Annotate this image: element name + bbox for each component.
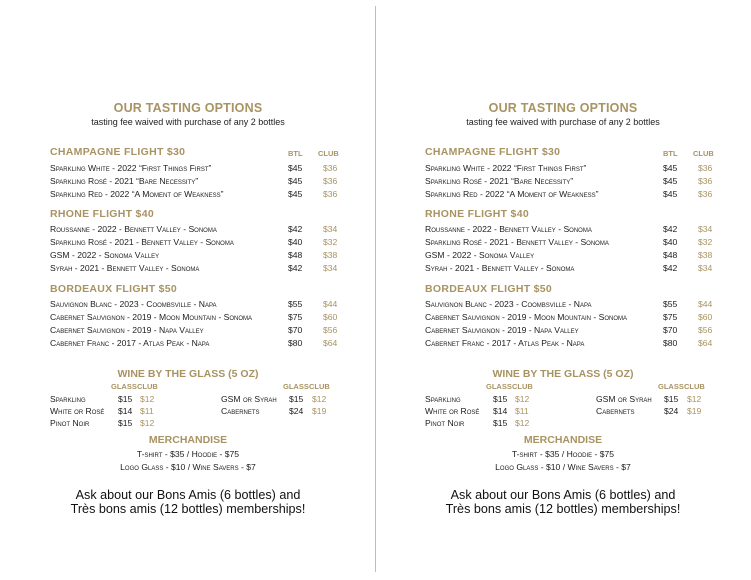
club-price: $56 <box>698 325 713 335</box>
wine-name: GSM - 2022 - Sonoma Valley <box>425 250 535 260</box>
merchandise-line: T-shirt - $35 / Hoodie - $75 <box>511 449 615 459</box>
merchandise-line: Logo Glass - $10 / Wine Savers - $7 <box>495 462 631 472</box>
bottle-price: $45 <box>288 189 303 199</box>
club-price: $32 <box>698 237 713 247</box>
wine-name: Sparkling White - 2022 “First Things First” <box>425 163 587 173</box>
glass-club-price: $12 <box>140 418 155 428</box>
wine-row <box>425 311 713 323</box>
glass-club-price: $12 <box>687 394 702 404</box>
wine-name: Sparkling Rosé - 2021 - Bennett Valley - Sonoma <box>425 237 609 247</box>
bottle-price: $40 <box>288 237 303 247</box>
club-header: CLUB <box>684 382 705 391</box>
wine-by-glass-title: WINE BY THE GLASS (5 OZ) <box>492 368 634 380</box>
bottle-price: $75 <box>288 312 303 322</box>
glass-club-price: $19 <box>687 406 702 416</box>
wine-name: Syrah - 2021 - Bennett Valley - Sonoma <box>425 263 575 273</box>
glass-wine-name: Cabernets <box>596 406 635 416</box>
glass-header: GLASS <box>111 382 137 391</box>
club-price: $36 <box>323 163 338 173</box>
wine-row <box>425 223 713 235</box>
btl-header: BTL <box>663 149 678 158</box>
club-price: $34 <box>698 263 713 273</box>
flight-title-champagne: CHAMPAGNE FLIGHT $30 <box>50 146 186 158</box>
club-price: $36 <box>698 189 713 199</box>
glass-wine-name: White or Rosé <box>50 406 105 416</box>
club-price: $38 <box>698 250 713 260</box>
wine-name: Sauvignon Blanc - 2023 - Coombsville - Napa <box>50 299 217 309</box>
glass-club-price: $11 <box>515 406 529 416</box>
bottle-price: $45 <box>663 176 678 186</box>
bottle-price: $80 <box>663 338 678 348</box>
glass-price: $24 <box>664 406 679 416</box>
wine-name: Cabernet Franc - 2017 - Atlas Peak - Napa <box>50 338 210 348</box>
flight-title-bordeaux: BORDEAUX FLIGHT $50 <box>50 283 178 295</box>
wine-row <box>50 175 338 187</box>
page-subtitle: tasting fee waived with purchase of any 2 bottles <box>466 117 660 127</box>
glass-club-price: $12 <box>312 394 327 404</box>
club-price: $36 <box>698 163 713 173</box>
glass-row <box>50 405 180 417</box>
membership-line: Très bons amis (12 bottles) memberships! <box>445 502 681 516</box>
club-header: CLUB <box>693 149 714 158</box>
glass-row <box>596 393 726 405</box>
club-price: $60 <box>698 312 713 322</box>
glass-row <box>425 405 555 417</box>
wine-row <box>425 337 713 349</box>
wine-row <box>50 311 338 323</box>
wine-row <box>50 298 338 310</box>
club-price: $38 <box>323 250 338 260</box>
wine-row <box>425 188 713 200</box>
wine-name: Sparkling Red - 2022 “A Moment of Weakness” <box>425 189 599 199</box>
flight-title-rhone: RHONE FLIGHT $40 <box>425 208 529 220</box>
wine-name: Cabernet Sauvignon - 2019 - Napa Valley <box>425 325 579 335</box>
bottle-price: $80 <box>288 338 303 348</box>
bottle-price: $45 <box>288 163 303 173</box>
wine-name: Sparkling White - 2022 “First Things First” <box>50 163 212 173</box>
flight-title-bordeaux: BORDEAUX FLIGHT $50 <box>425 283 553 295</box>
page-title: OUR TASTING OPTIONS <box>113 101 263 115</box>
wine-name: Cabernet Franc - 2017 - Atlas Peak - Napa <box>425 338 585 348</box>
glass-header: GLASS <box>283 382 309 391</box>
flight-title-rhone: RHONE FLIGHT $40 <box>50 208 154 220</box>
membership-note <box>50 488 326 516</box>
wine-name: Syrah - 2021 - Bennett Valley - Sonoma <box>50 263 200 273</box>
club-price: $64 <box>698 338 713 348</box>
wine-by-glass-title: WINE BY THE GLASS (5 OZ) <box>117 368 259 380</box>
wine-name: Cabernet Sauvignon - 2019 - Moon Mountain - Sonoma <box>425 312 628 322</box>
membership-note <box>425 488 701 516</box>
club-header: CLUB <box>309 382 330 391</box>
membership-line: Ask about our Bons Amis (6 bottles) and <box>75 488 301 502</box>
glass-price: $15 <box>493 394 508 404</box>
merchandise-title: MERCHANDISE <box>148 434 228 446</box>
glass-wine-name: Pinot Noir <box>425 418 465 428</box>
glass-club-price: $12 <box>140 394 155 404</box>
glass-price: $14 <box>118 406 133 416</box>
wine-row <box>425 175 713 187</box>
club-price: $60 <box>323 312 338 322</box>
wine-row <box>50 162 338 174</box>
membership-line: Très bons amis (12 bottles) memberships! <box>70 502 306 516</box>
wine-row <box>50 236 338 248</box>
wine-row <box>50 188 338 200</box>
club-price: $56 <box>323 325 338 335</box>
club-price: $34 <box>698 224 713 234</box>
glass-row <box>596 405 726 417</box>
glass-price: $15 <box>289 394 304 404</box>
menu-panel-right <box>425 0 751 580</box>
glass-price: $15 <box>493 418 508 428</box>
club-price: $36 <box>323 189 338 199</box>
glass-price: $15 <box>664 394 679 404</box>
wine-name: Sparkling Rosé - 2021 “Bare Necessity” <box>50 176 199 186</box>
glass-wine-name: Sparkling <box>50 394 86 404</box>
glass-price: $24 <box>289 406 304 416</box>
glass-club-price: $12 <box>515 418 530 428</box>
glass-row <box>221 393 351 405</box>
membership-line: Ask about our Bons Amis (6 bottles) and <box>450 488 676 502</box>
wine-name: Sparkling Rosé - 2021 “Bare Necessity” <box>425 176 574 186</box>
wine-row <box>425 249 713 261</box>
wine-name: Sparkling Rosé - 2021 - Bennett Valley - Sonoma <box>50 237 234 247</box>
bottle-price: $55 <box>288 299 303 309</box>
merchandise-title: MERCHANDISE <box>523 434 603 446</box>
club-price: $64 <box>323 338 338 348</box>
glass-header: GLASS <box>486 382 512 391</box>
glass-club-price: $12 <box>515 394 530 404</box>
merchandise-line: T-shirt - $35 / Hoodie - $75 <box>136 449 240 459</box>
glass-row <box>425 393 555 405</box>
glass-wine-name: Pinot Noir <box>50 418 90 428</box>
glass-row <box>221 405 351 417</box>
bottle-price: $75 <box>663 312 678 322</box>
bottle-price: $40 <box>663 237 678 247</box>
merchandise-line: Logo Glass - $10 / Wine Savers - $7 <box>120 462 256 472</box>
wine-name: Roussanne - 2022 - Bennett Valley - Sonoma <box>425 224 592 234</box>
bottle-price: $45 <box>663 163 678 173</box>
glass-club-price: $11 <box>140 406 154 416</box>
glass-price: $14 <box>493 406 508 416</box>
club-price: $44 <box>323 299 338 309</box>
wine-row <box>50 223 338 235</box>
wine-name: Cabernet Sauvignon - 2019 - Moon Mountain - Sonoma <box>50 312 253 322</box>
wine-name: GSM - 2022 - Sonoma Valley <box>50 250 160 260</box>
glass-price: $15 <box>118 394 133 404</box>
club-header: CLUB <box>318 149 339 158</box>
glass-wine-name: GSM or Syrah <box>596 394 652 404</box>
wine-row <box>50 262 338 274</box>
bottle-price: $48 <box>663 250 678 260</box>
wine-row <box>425 262 713 274</box>
wine-name: Cabernet Sauvignon - 2019 - Napa Valley <box>50 325 204 335</box>
wine-row <box>50 337 338 349</box>
glass-row <box>50 417 180 429</box>
wine-name: Roussanne - 2022 - Bennett Valley - Sonoma <box>50 224 217 234</box>
wine-name: Sauvignon Blanc - 2023 - Coombsville - Napa <box>425 299 592 309</box>
glass-wine-name: Cabernets <box>221 406 260 416</box>
bottle-price: $42 <box>663 224 678 234</box>
glass-row <box>425 417 555 429</box>
bottle-price: $45 <box>663 189 678 199</box>
club-price: $36 <box>698 176 713 186</box>
wine-row <box>425 162 713 174</box>
page-title: OUR TASTING OPTIONS <box>488 101 638 115</box>
club-price: $44 <box>698 299 713 309</box>
club-price: $34 <box>323 224 338 234</box>
flight-title-champagne: CHAMPAGNE FLIGHT $30 <box>425 146 561 158</box>
bottle-price: $48 <box>288 250 303 260</box>
bottle-price: $55 <box>663 299 678 309</box>
page-subtitle: tasting fee waived with purchase of any 2 bottles <box>91 117 285 127</box>
glass-wine-name: GSM or Syrah <box>221 394 277 404</box>
btl-header: BTL <box>288 149 303 158</box>
glass-club-price: $19 <box>312 406 327 416</box>
club-price: $32 <box>323 237 338 247</box>
glass-price: $15 <box>118 418 133 428</box>
glass-row <box>50 393 180 405</box>
bottle-price: $42 <box>288 263 303 273</box>
bottle-price: $70 <box>663 325 678 335</box>
club-header: CLUB <box>512 382 533 391</box>
bottle-price: $42 <box>663 263 678 273</box>
wine-name: Sparkling Red - 2022 “A Moment of Weakness” <box>50 189 224 199</box>
bottle-price: $42 <box>288 224 303 234</box>
wine-row <box>50 249 338 261</box>
bottle-price: $45 <box>288 176 303 186</box>
glass-wine-name: Sparkling <box>425 394 461 404</box>
wine-row <box>425 324 713 336</box>
club-price: $36 <box>323 176 338 186</box>
glass-wine-name: White or Rosé <box>425 406 480 416</box>
bottle-price: $70 <box>288 325 303 335</box>
wine-row <box>50 324 338 336</box>
glass-header: GLASS <box>658 382 684 391</box>
club-price: $34 <box>323 263 338 273</box>
wine-row <box>425 236 713 248</box>
club-header: CLUB <box>137 382 158 391</box>
menu-panel-left <box>50 0 384 580</box>
wine-row <box>425 298 713 310</box>
